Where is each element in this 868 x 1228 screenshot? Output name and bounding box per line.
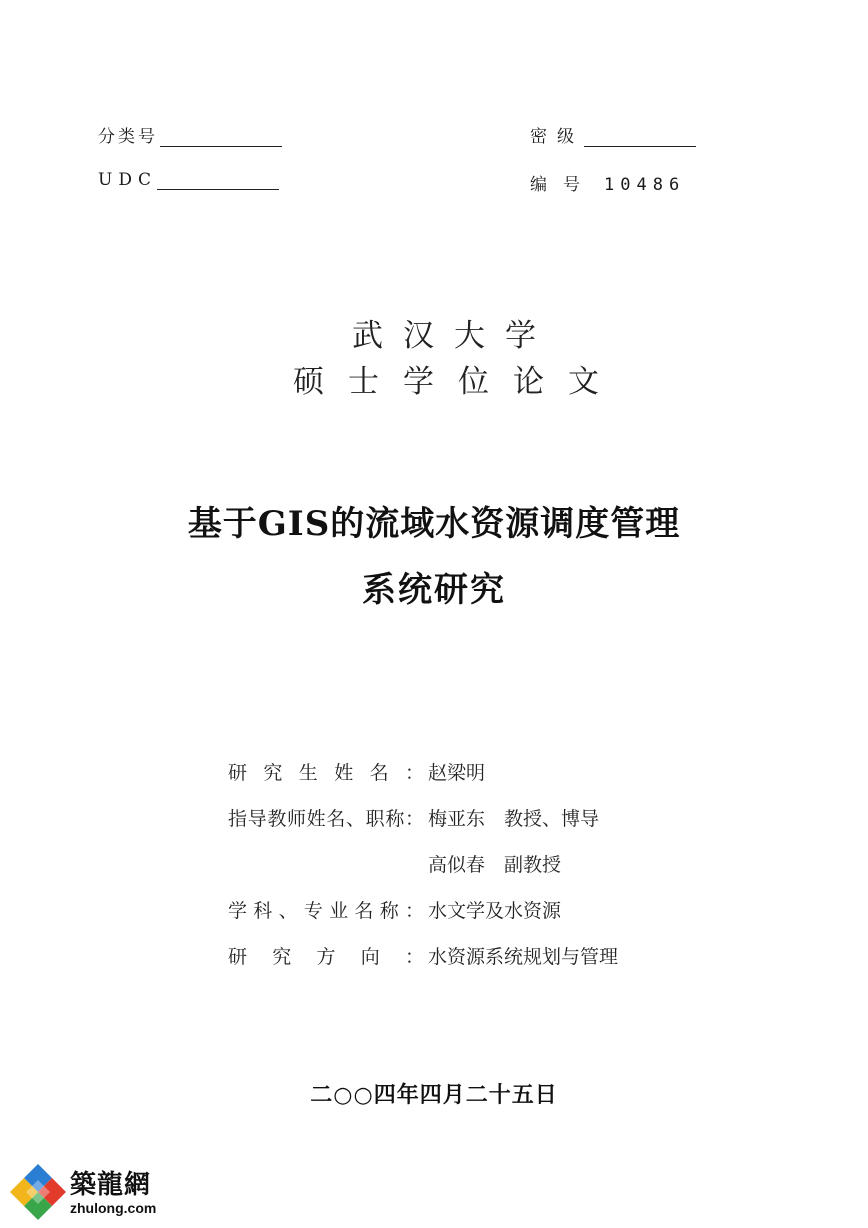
university-name: 武汉大学 (352, 318, 556, 354)
secret-level-blank (584, 130, 696, 147)
serial-number-value: 10486 (604, 175, 686, 195)
student-name-label: 研究生姓名： (228, 762, 424, 784)
class-number-blank (160, 130, 282, 147)
student-name-value: 赵梁明 (428, 762, 486, 784)
secret-level-label: 密级 (530, 127, 584, 147)
major-row (228, 896, 561, 923)
research-direction-row (228, 942, 618, 969)
thesis-title-line1: 基于GIS的流域水资源调度管理 (187, 504, 681, 544)
serial-number-field (530, 170, 685, 195)
student-name-row (228, 758, 485, 785)
co-advisor-value: 高似春 副教授 (428, 854, 562, 876)
degree-type: 硕士学位论文 (293, 364, 623, 400)
zhulong-logo-icon (8, 1162, 68, 1222)
udc-field (98, 170, 279, 190)
research-direction-value: 水资源系统规划与管理 (428, 946, 619, 968)
zhulong-name-en: zhulong.com (70, 1200, 157, 1216)
class-number-field (98, 122, 282, 147)
zhulong-name-cn: 築龍網 (70, 1170, 152, 1200)
secret-level-field (530, 122, 696, 147)
co-advisor-row (228, 850, 561, 877)
major-value: 水文学及水资源 (428, 900, 562, 922)
udc-label: UDC (98, 170, 157, 190)
thesis-title-line2: 系统研究 (362, 570, 506, 610)
class-number-label: 分类号 (98, 127, 158, 147)
major-label: 学科、专业名称： (228, 900, 424, 922)
submission-date: 二○○四年四月二十五日 (310, 1082, 558, 1108)
research-direction-label: 研究方向： (228, 946, 424, 968)
advisor-label: 指导教师姓名、职称： (228, 808, 424, 830)
zhulong-watermark-logo (8, 1162, 178, 1224)
serial-number-label: 编号 (530, 175, 596, 195)
advisor-row (228, 804, 599, 831)
udc-blank (157, 173, 279, 190)
advisor-value: 梅亚东 教授、博导 (428, 808, 600, 830)
